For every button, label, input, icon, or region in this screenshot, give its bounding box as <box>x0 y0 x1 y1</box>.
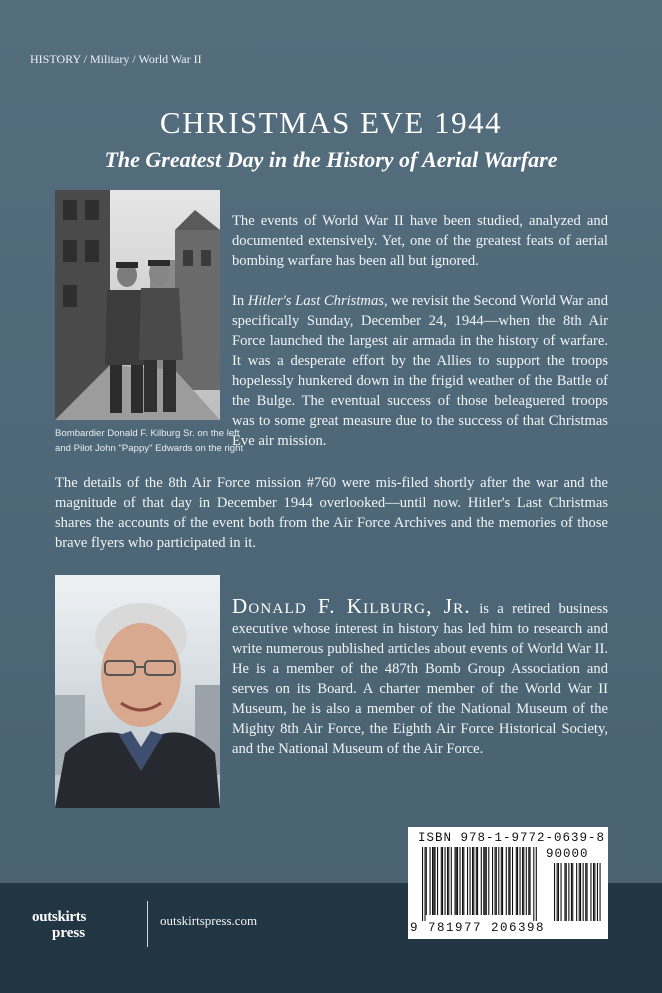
barcode-bar <box>441 847 442 915</box>
barcode-addon-bar <box>554 863 555 921</box>
barcode-bar <box>462 847 463 915</box>
barcode-addon-bar <box>558 863 559 921</box>
barcode-bar <box>495 847 496 915</box>
barcode-bar <box>451 847 452 915</box>
barcode-addon-bar <box>576 863 577 921</box>
barcode-bar <box>473 847 474 915</box>
barcode-bar <box>426 847 427 915</box>
barcode-addon-bar <box>579 863 580 921</box>
barcode-bar <box>522 847 523 915</box>
barcode-bar <box>533 847 534 921</box>
barcode-bar <box>457 847 458 915</box>
publisher-logo <box>32 909 122 949</box>
barcode-bar <box>506 847 507 915</box>
barcode-bar <box>492 847 493 915</box>
wwii-airmen-photo <box>55 190 220 420</box>
barcode-bar <box>526 847 527 915</box>
photo-caption <box>55 426 244 456</box>
barcode-bar <box>528 847 529 915</box>
barcode-bar <box>463 847 464 915</box>
barcode-bar <box>488 847 489 915</box>
author-bio <box>232 596 608 759</box>
second-paragraph-rest: , we revisit the Second World War and specifically Sunday, December 24, 1944—when the 8th Air Force launched the largest air armada in the history of warfare. It was a desperate effort by the Allies to support the troops hopelessly hunkered down in the frigid weather of the Battle of the Bulge. The eventual success of those beleaguered troops was to some great measure due to the success of that Christmas Eve air mission. <box>232 293 609 449</box>
barcode-addon-bar <box>580 863 581 921</box>
barcode-bar <box>501 847 502 915</box>
barcode-addon-bar <box>568 863 569 921</box>
barcode-addon-bar <box>571 863 572 921</box>
barcode-bar <box>523 847 524 915</box>
author-bio-text: is a retired business executive whose interest in history has led him to research and write numerous published articles about events of World War II. He is a member of the 487th Bomb Group Association and serves on its Board. A charter member of the World War II Museum, he is also a member of the National Museum of the Mighty 8th Air Force, the Eighth Air Force Historical Society, and the National Museum of the Air Force. <box>232 601 608 757</box>
barcode-bar <box>432 847 433 915</box>
barcode-bar <box>510 847 511 915</box>
barcode-addon-bar <box>564 863 565 921</box>
second-paragraph-lead: In <box>232 293 248 309</box>
isbn-text: ISBN 978-1-9772-0639-8 <box>418 831 606 845</box>
publisher-divider <box>147 901 148 947</box>
barcode-addon-bar <box>593 863 594 921</box>
caption-line-1: Bombardier Donald F. Kilburg Sr. on the left <box>55 428 240 439</box>
barcode-addon-bar <box>600 863 601 921</box>
barcode-bar <box>530 847 531 915</box>
author-photo <box>55 575 220 808</box>
barcode-bar <box>442 847 443 915</box>
barcode-bar <box>536 847 537 921</box>
barcode-bar <box>496 847 497 915</box>
third-paragraph: The details of the 8th Air Force mission #760 were mis-filed shortly after the war and the magnitude of that day in December 1944 overlooked—until now. Hitler's Last Christmas shares the accounts of the event both from the Air Force Archives and the memories of those brave flyers who participated in it. <box>55 475 608 551</box>
barcode-bar <box>460 847 461 915</box>
barcode-bar <box>433 847 434 915</box>
barcode-bar <box>435 847 436 915</box>
barcode-bar <box>448 847 449 915</box>
barcode-bar <box>470 847 471 915</box>
barcode-bar <box>486 847 487 915</box>
category-label: HISTORY / Military / World War II <box>30 52 202 66</box>
barcode-bar <box>422 847 423 921</box>
barcode-bar <box>447 847 448 915</box>
book-title: CHRISTMAS EVE 1944 <box>159 105 503 140</box>
book-title-italic: Hitler's Last Christmas <box>247 293 384 309</box>
author-name: Donald F. Kilburg, Jr. <box>232 594 471 618</box>
barcode-addon-bar <box>566 863 567 921</box>
book-subtitle: The Greatest Day in the History of Aerial Warfare <box>104 147 558 172</box>
price-code: 90000 <box>546 847 589 861</box>
isbn-barcode <box>408 827 608 939</box>
barcode-bar <box>483 847 484 915</box>
barcode-bar <box>476 847 477 915</box>
barcode-bar <box>430 847 431 915</box>
barcode-bar <box>445 847 446 915</box>
barcode-addon-bar <box>585 863 586 921</box>
barcode-bar <box>425 847 426 921</box>
barcode-bar <box>485 847 486 915</box>
barcode-bar <box>456 847 457 915</box>
barcode-addon-bar <box>561 863 562 921</box>
caption-line-2: and Pilot John "Pappy" Edwards on the right <box>55 443 244 454</box>
intro-paragraph: The events of World War II have been studied, analyzed and documented extensively. Yet, one of the greatest feats of aerial bombing warfare has been all but ignored. <box>232 213 608 269</box>
barcode-addon-bar <box>594 863 595 921</box>
barcode-addon-bar <box>597 863 598 921</box>
barcode-addon-bar <box>590 863 591 921</box>
barcode-bar <box>481 847 482 915</box>
ean-number: 9 781977 206398 <box>410 921 546 935</box>
barcode-bar <box>512 847 513 915</box>
barcode-bar <box>467 847 468 915</box>
barcode-bar <box>455 847 456 915</box>
barcode-bar <box>520 847 521 915</box>
barcode-bar <box>498 847 499 915</box>
barcode-bar <box>508 847 509 915</box>
barcode-addon-bar <box>572 863 573 921</box>
barcode-bar <box>472 847 473 915</box>
barcode-bar <box>502 847 503 915</box>
barcode-bar <box>437 847 438 915</box>
publisher-url: outskirtspress.com <box>160 913 258 928</box>
publisher-logo-line-1: outskirts <box>32 909 86 925</box>
barcode-bar <box>477 847 478 915</box>
barcode-addon-bar <box>583 863 584 921</box>
barcode-bar <box>516 847 517 915</box>
barcode-addon-bar <box>557 863 558 921</box>
barcode-bars <box>414 847 604 921</box>
barcode-addon-bar <box>587 863 588 921</box>
second-paragraph <box>232 291 608 451</box>
barcode-bar <box>517 847 518 915</box>
publisher-logo-line-2: press <box>52 925 86 941</box>
